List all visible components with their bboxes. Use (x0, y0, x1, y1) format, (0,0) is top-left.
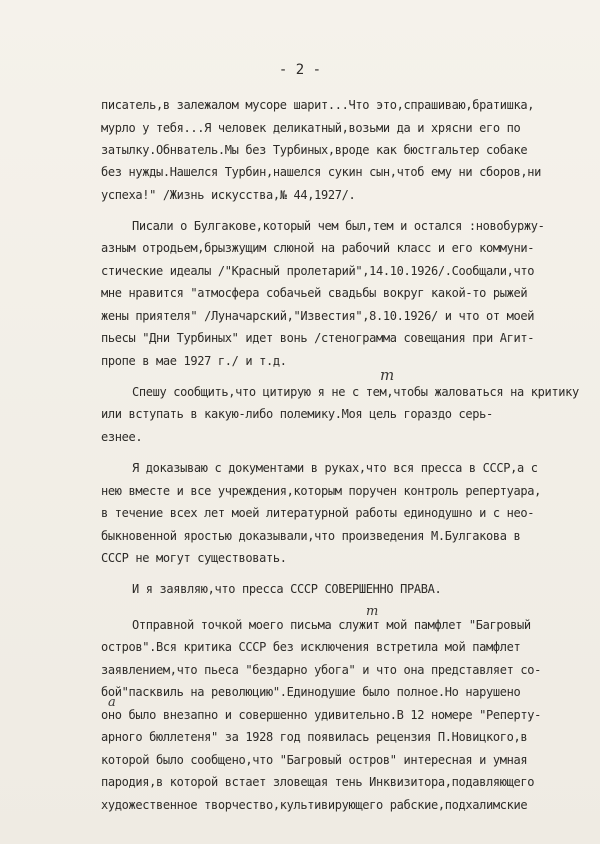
text-line: заявлением,что пьеса "бездарно убога" и что она представляет со- (101, 663, 541, 677)
text-line: художественное творчество,культивирующего рабские,подхалимские (101, 798, 528, 812)
text-line: оно было внезапно и совершенно удивительно.В 12 номере "Реперту- (101, 708, 541, 722)
text-line: СССР не могут существовать. (101, 551, 287, 565)
text-line: Я доказываю с документами в руках,что вся пресса в СССР,а с (132, 461, 538, 475)
text-line: азным отродьем,брызжущим слюной на рабочий класс и его коммуни- (101, 241, 535, 255)
text-line: пьесы "Дни Турбиных" идет вонь /стенограмма совещания при Агит- (101, 331, 535, 345)
text-line: пародия,в которой встает зловещая тень Инквизитора,подавляющего (101, 775, 535, 789)
text-line: писатель,в залежалом мусоре шарит...Что это,спрашиваю,братишка, (101, 98, 535, 112)
text-line: без нужды.Нашелся Турбин,нашелся сукин сын,чтоб ему ни сборов,ни (101, 165, 541, 179)
text-line: И я заявляю,что пресса СССР СОВЕРШЕННО ПРАВА. (132, 582, 442, 596)
text-line: Писали о Булгакове,который чем был,тем и остался :новобуржу- (132, 219, 545, 233)
text-line: жены приятеля" /Луначарский,"Известия",8.10.1926/ и что от моей (101, 309, 535, 323)
text-line: Спешу сообщить,что цитирую я не с тем,чтобы жаловаться на критику (132, 385, 579, 399)
text-line: бой"пасквиль на революцию".Единодушие было полное.Но нарушено (101, 685, 521, 699)
text-line: которой было сообщено,что "Багровый остров" интересная и умная (101, 753, 528, 767)
handwritten-correction: т (366, 604, 379, 619)
text-line: мурло у тебя...Я человек деликатный,возьми да и хрясни его по (101, 121, 521, 135)
text-line: в течение всех лет моей литературной работы единодушно и с нео- (101, 506, 535, 520)
text-line: стические идеалы /"Красный пролетарий",14.10.1926/.Сообщали,что (101, 264, 535, 278)
text-line: езнее. (101, 430, 143, 444)
text-line: остров".Вся критика СССР без исключения встретила мой памфлет (101, 640, 521, 654)
text-line: арного бюллетеня" за 1928 год появилась рецензия П.Новицкого,в (101, 730, 528, 744)
text-line: мне нравится "атмосфера собачьей свадьбы вокруг какой-то рыжей (101, 286, 528, 300)
handwritten-correction: а (108, 695, 116, 710)
handwritten-correction: т (380, 366, 395, 384)
page-number: - 2 - (278, 62, 322, 78)
text-line: пропе в мае 1927 г./ и т.д. (101, 354, 287, 368)
text-line: быкновенной яростью доказывали,что произведения М.Булгакова в (101, 529, 521, 543)
text-line: нею вместе и все учреждения,которым поручен контроль репертуара, (101, 484, 541, 498)
text-line: или вступать в какую-либо полемику.Моя цель гораздо серь- (101, 407, 493, 421)
text-line: успеха!" /Жизнь искусства,№ 44,1927/. (101, 188, 356, 202)
text-line: Отправной точкой моего письма служит мой памфлет "Багровый (132, 618, 531, 632)
text-line: затылку.Обнватель.Мы без Турбиных,вроде как бюстгальтер собаке (101, 143, 528, 157)
